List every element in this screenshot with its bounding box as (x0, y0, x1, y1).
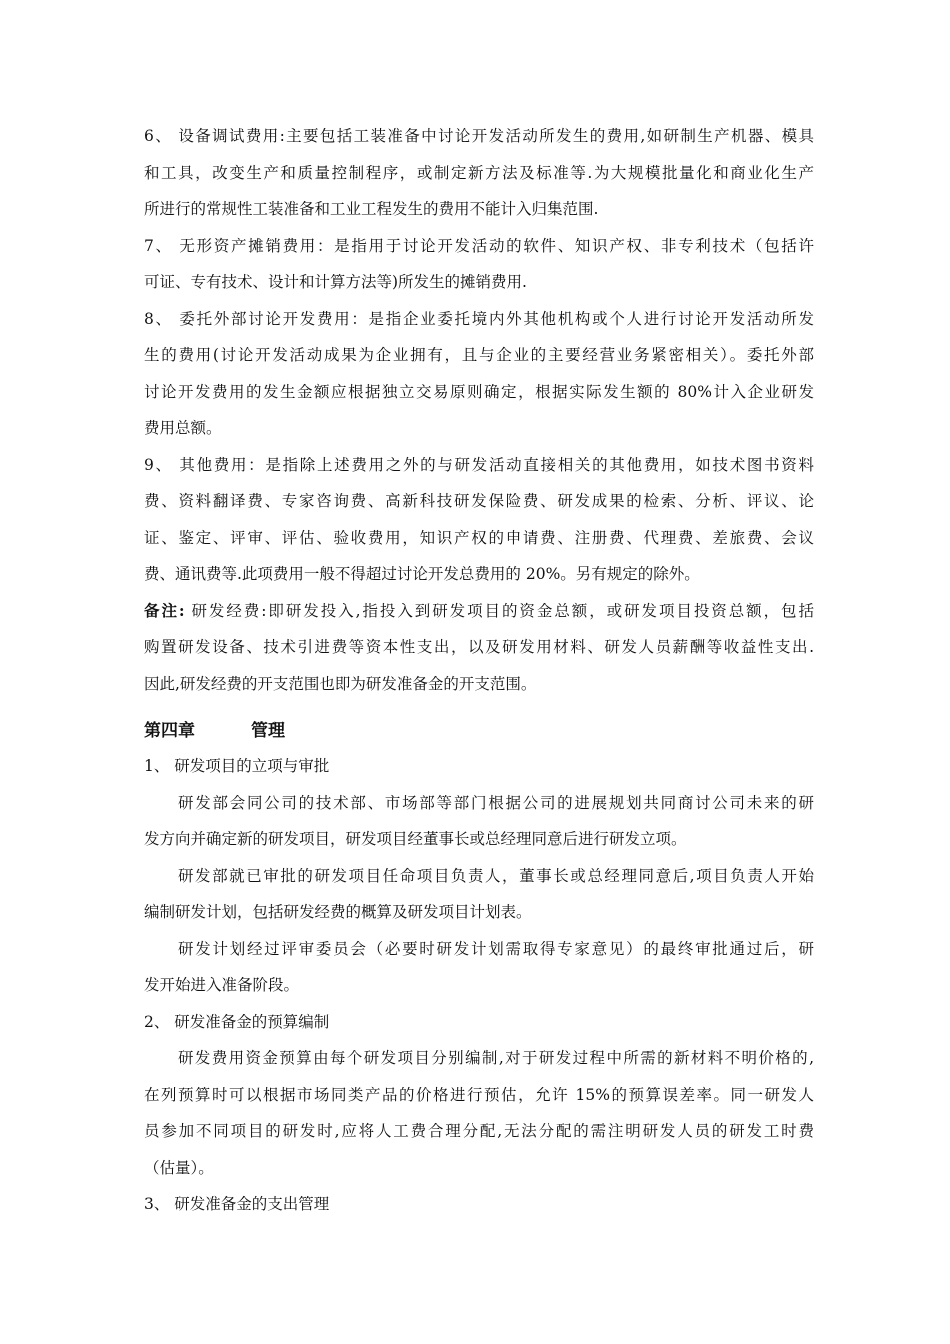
text-line: 因此,研发经费的开支范围也即为研发准备金的开支范围。 (144, 674, 537, 693)
text-line: 费用总额。 (144, 419, 222, 437)
text-line: 费、通讯费等.此项费用一般不得超过讨论开发总费用的 20%。另有规定的除外。 (144, 565, 700, 583)
chapter-title: 管理 (251, 721, 285, 741)
text-line: 7、 无形资产摊销费用：是指用于讨论开发活动的软件、知识产权、非专利技术（包括许 (144, 236, 814, 255)
text-line: （估量）。 (144, 1158, 214, 1177)
chapter-number: 第四章 (144, 721, 195, 741)
text-line: 证、鉴定、评审、评估、验收费用，知识产权的申请费、注册费、代理费、差旅费、会议 (144, 528, 814, 547)
section-2-title: 2、 研发准备金的预算编制 (144, 1012, 330, 1031)
text-line: 研发部就已审批的研发项目任命项目负责人，董事长或总经理同意后,项目负责人开始 (178, 866, 814, 885)
item-8-paragraph (144, 301, 814, 447)
section-1-body (144, 785, 814, 1004)
item-6-paragraph (144, 118, 814, 228)
expense-items-block (144, 118, 814, 702)
text-line: 员参加不同项目的研发时,应将人工费合理分配,无法分配的需注明研发人员的研发工时费 (144, 1122, 814, 1140)
text-line: 研发计划经过评审委员会（必要时研发计划需取得专家意见）的最终审批通过后，研 (178, 939, 814, 958)
text-line: 发方向并确定新的研发项目，研发项目经董事长或总经理同意后进行研发立项。 (144, 830, 687, 848)
text-line: 编制研发计划，包括研发经费的概算及研发项目计划表。 (144, 903, 532, 921)
item-9-paragraph (144, 447, 814, 593)
text-line: 可证、专有技术、设计和计算方法等)所发生的摊销费用. (144, 273, 527, 291)
text-line: 所进行的常规性工装准备和工业工程发生的费用不能计入归集范围. (144, 200, 599, 218)
item-7-paragraph (144, 228, 814, 301)
management-sections-block (144, 748, 814, 1223)
text-line: 生的费用(讨论开发活动成果为企业拥有，且与企业的主要经营业务紧密相关）。委托外部 (144, 346, 814, 364)
section-1-title: 1、 研发项目的立项与审批 (144, 757, 330, 775)
text-line: 讨论开发费用的发生金额应根据独立交易原则确定，根据实际发生额的 80%计入企业研发 (144, 382, 814, 401)
text-line: 和工具，改变生产和质量控制程序，或制定新方法及标准等.为大规模批量化和商业化生产 (144, 163, 814, 182)
text-line: 在列预算时可以根据市场同类产品的价格进行预估，允许 15%的预算误差率。同一研发人 (144, 1085, 814, 1104)
text-line: 发开始进入准备阶段。 (144, 976, 300, 994)
text-line: 研发费用资金预算由每个研发项目分别编制,对于研发过程中所需的新材料不明价格的, (178, 1049, 814, 1067)
note-text: 研发经费:即研发投入,指投入到研发项目的资金总额，或研发项目投资总额，包括 (184, 601, 814, 620)
text-line: 购置研发设备、技术引进费等资本性支出，以及研发用材料、研发人员薪酬等收益性支出. (144, 638, 814, 656)
section-3-title: 3、 研发准备金的支出管理 (144, 1195, 330, 1213)
note-paragraph (144, 593, 814, 703)
text-line: 费、资料翻译费、专家咨询费、高新科技研发保险费、研发成果的检索、分析、评议、论 (144, 492, 814, 510)
text-line (144, 593, 814, 630)
text-line: 8、 委托外部讨论开发费用：是指企业委托境内外其他机构或个人进行讨论开发活动所发 (144, 309, 814, 328)
section-2-body (144, 1040, 814, 1186)
chapter-heading (144, 713, 285, 749)
note-label: 备注: (144, 600, 185, 620)
text-line: 6、 设备调试费用:主要包括工装准备中讨论开发活动所发生的费用,如研制生产机器、模具 (144, 127, 814, 145)
text-line: 9、 其他费用：是指除上述费用之外的与研发活动直接相关的其他费用，如技术图书资料 (144, 455, 814, 474)
text-line: 研发部会同公司的技术部、市场部等部门根据公司的进展规划共同商讨公司未来的研 (178, 793, 814, 812)
